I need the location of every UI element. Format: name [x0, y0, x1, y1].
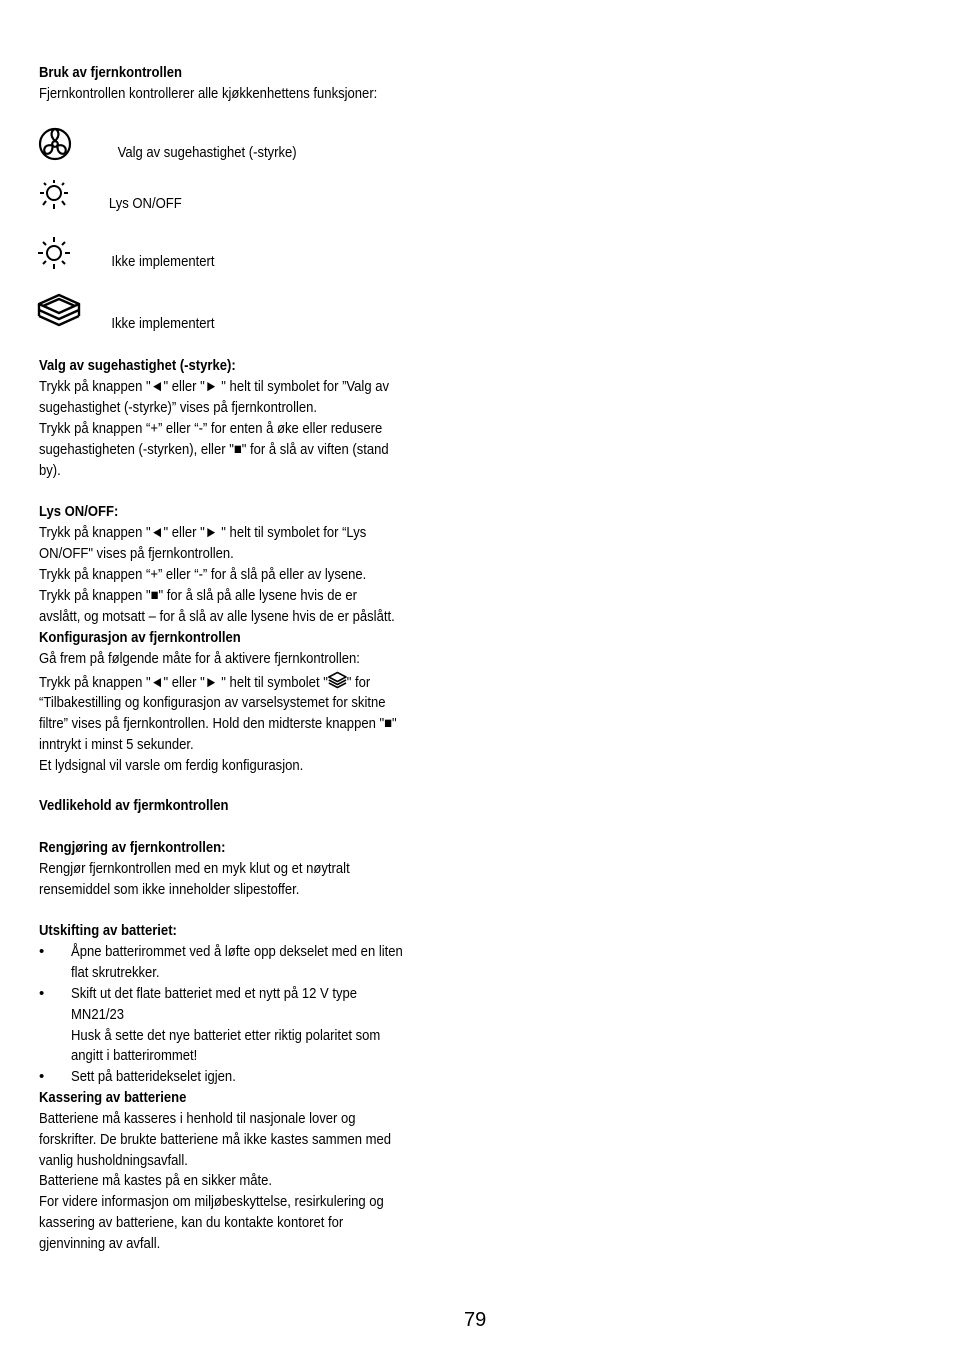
disposal-line: vanlig husholdningsavfall. [39, 1152, 188, 1169]
battery-step: Husk å sette det nye batteriet etter riktig polaritet som [71, 1027, 381, 1044]
speed-line: sugehastigheten (-styrken), eller "■" for å slå av viften (stand [39, 441, 389, 458]
light-line: avslått, og motsatt – for å slå av alle lysene hvis de er påslått. [39, 608, 395, 625]
page-number: 79 [464, 1309, 487, 1331]
speed-line: Trykk på knappen "◄" eller "► " helt til symbolet for ”Valg av [39, 378, 390, 395]
filter-layers-icon [328, 671, 347, 689]
battery-step: Skift ut det flate batteriet med et nytt på 12 V type [71, 985, 358, 1002]
config-line-with-icon [39, 671, 393, 693]
disposal-line: Batteriene må kasseres i henhold til nasjonale lover og [39, 1110, 356, 1127]
icon-label-sun: Ikke implementert [111, 253, 215, 270]
fan-icon [37, 124, 81, 164]
bullet-marker: • [39, 1068, 45, 1085]
sun-icon [37, 234, 81, 274]
light-heading: Lys ON/OFF: [39, 503, 119, 520]
cleaning-line: Rengjør fjernkontrollen med en myk klut og et nøytralt [39, 860, 350, 877]
cleaning-line: rensemiddel som ikke inneholder slipestoffer. [39, 881, 300, 898]
section-heading: Bruk av fjernkontrollen [39, 64, 182, 81]
battery-step: Åpne batterirommet ved å løfte opp dekselet med en liten [71, 943, 403, 960]
disposal-line: Batteriene må kastes på en sikker måte. [39, 1172, 273, 1189]
config-line: “Tilbakestilling og konfigurasjon av varselsystemet for skitne [39, 694, 386, 711]
speed-heading: Valg av sugehastighet (-styrke): [39, 357, 236, 374]
config-line-part: " for [346, 674, 371, 691]
light-bulb-icon [37, 178, 81, 218]
icon-label-filter: Ikke implementert [111, 315, 215, 332]
disposal-line: For videre informasjon om miljøbeskyttelse, resirkulering og [39, 1193, 384, 1210]
battery-step: Sett på batteridekselet igjen. [71, 1068, 236, 1085]
intro-text: Fjernkontrollen kontrollerer alle kjøkkenhettens funksjoner: [39, 85, 378, 102]
speed-line: Trykk på knappen “+” eller “-” for enten å øke eller redusere [39, 420, 383, 437]
config-line-part: Trykk på knappen "◄" eller "► " helt til symbolet " [39, 674, 328, 691]
battery-step: MN21/23 [71, 1006, 125, 1023]
disposal-line: kassering av batteriene, kan du kontakte kontoret for [39, 1214, 344, 1231]
config-line: filtre” vises på fjernkontrollen. Hold den midterste knappen "■" [39, 715, 397, 732]
filter-layers-icon [37, 292, 81, 332]
config-heading: Konfigurasjon av fjernkontrollen [39, 629, 241, 646]
config-line: Et lydsignal vil varsle om ferdig konfigurasjon. [39, 757, 304, 774]
speed-line: sugehastighet (-styrke)” vises på fjernkontrollen. [39, 399, 318, 416]
light-line: Trykk på knappen "■" for å slå på alle lysene hvis de er [39, 587, 357, 604]
light-line: Trykk på knappen “+” eller “-” for å slå på eller av lysene. [39, 566, 367, 583]
disposal-heading: Kassering av batteriene [39, 1089, 187, 1106]
cleaning-heading: Rengjøring av fjernkontrollen: [39, 839, 226, 856]
battery-step: flat skrutrekker. [71, 964, 160, 981]
disposal-line: forskrifter. De brukte batteriene må ikke kastes sammen med [39, 1131, 392, 1148]
config-line: inntrykt i minst 5 sekunder. [39, 736, 194, 753]
light-line: Trykk på knappen "◄" eller "► " helt til symbolet for “Lys [39, 524, 367, 541]
maintenance-heading: Vedlikehold av fjermkontrollen [39, 797, 229, 814]
light-line: ON/OFF" vises på fjernkontrollen. [39, 545, 234, 562]
speed-line: by). [39, 462, 61, 479]
bullet-marker: • [39, 985, 45, 1002]
disposal-line: gjenvinning av avfall. [39, 1235, 161, 1252]
battery-heading: Utskifting av batteriet: [39, 922, 177, 939]
battery-step: angitt i batterirommet! [71, 1047, 198, 1064]
icon-label-fan: Valg av sugehastighet (-styrke) [117, 144, 297, 161]
icon-label-light: Lys ON/OFF [108, 195, 182, 212]
bullet-marker: • [39, 943, 45, 960]
config-line: Gå frem på følgende måte for å aktivere fjernkontrollen: [39, 650, 360, 667]
